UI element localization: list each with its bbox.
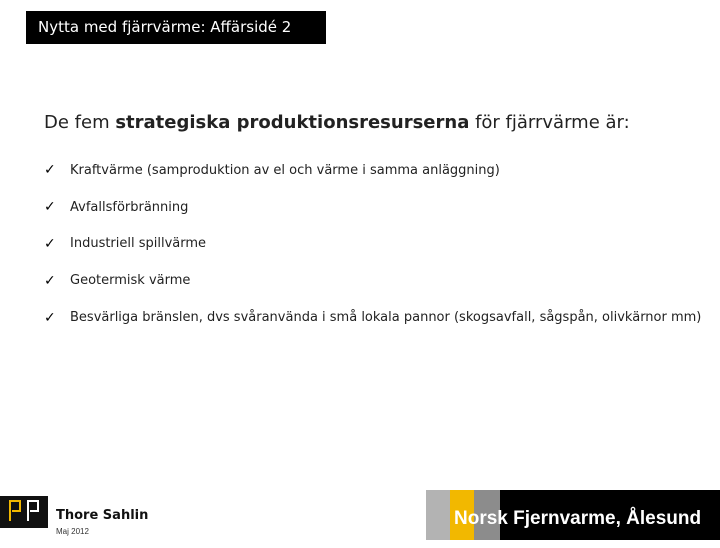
- bullet-text: Industriell spillvärme: [70, 236, 207, 252]
- check-icon: ✓: [44, 199, 56, 216]
- presentation-date: Maj 2012: [56, 527, 89, 536]
- check-icon: ✓: [44, 235, 56, 252]
- slide-heading: [44, 112, 630, 133]
- check-icon: ✓: [44, 272, 56, 289]
- author-name: Thore Sahlin: [56, 508, 149, 523]
- footer-stripe-gray: [426, 490, 450, 540]
- logo-glyph-left: [9, 500, 21, 522]
- heading-suffix: för fjärrvärme är:: [469, 112, 630, 133]
- bullet-text: Avfallsförbränning: [70, 199, 189, 215]
- company-name: Norsk Fjernvarme, Ålesund: [454, 508, 702, 529]
- heading-prefix: De fem: [44, 112, 116, 133]
- bullet-text: Kraftvärme (samproduktion av el och värme i samma anläggning): [70, 162, 500, 178]
- bullet-text: Geotermisk värme: [70, 273, 191, 289]
- list-item: [44, 152, 701, 189]
- list-item: [44, 189, 701, 226]
- check-icon: ✓: [44, 309, 56, 326]
- pp-logo-icon: [0, 496, 48, 528]
- list-item: [44, 226, 701, 263]
- list-item: [44, 299, 701, 336]
- bullet-text: Besvärliga bränslen, dvs svåranvända i små lokala pannor (skogsavfall, sågspån, olivkärnor mm): [70, 310, 702, 326]
- bullet-list: [44, 152, 701, 336]
- heading-bold: strategiska produktionsresurserna: [115, 112, 470, 133]
- check-icon: ✓: [44, 162, 56, 179]
- slide-title: Nytta med fjärrvärme: Affärsidé 2: [26, 11, 326, 44]
- list-item: [44, 262, 701, 299]
- logo-glyph-right: [27, 500, 39, 522]
